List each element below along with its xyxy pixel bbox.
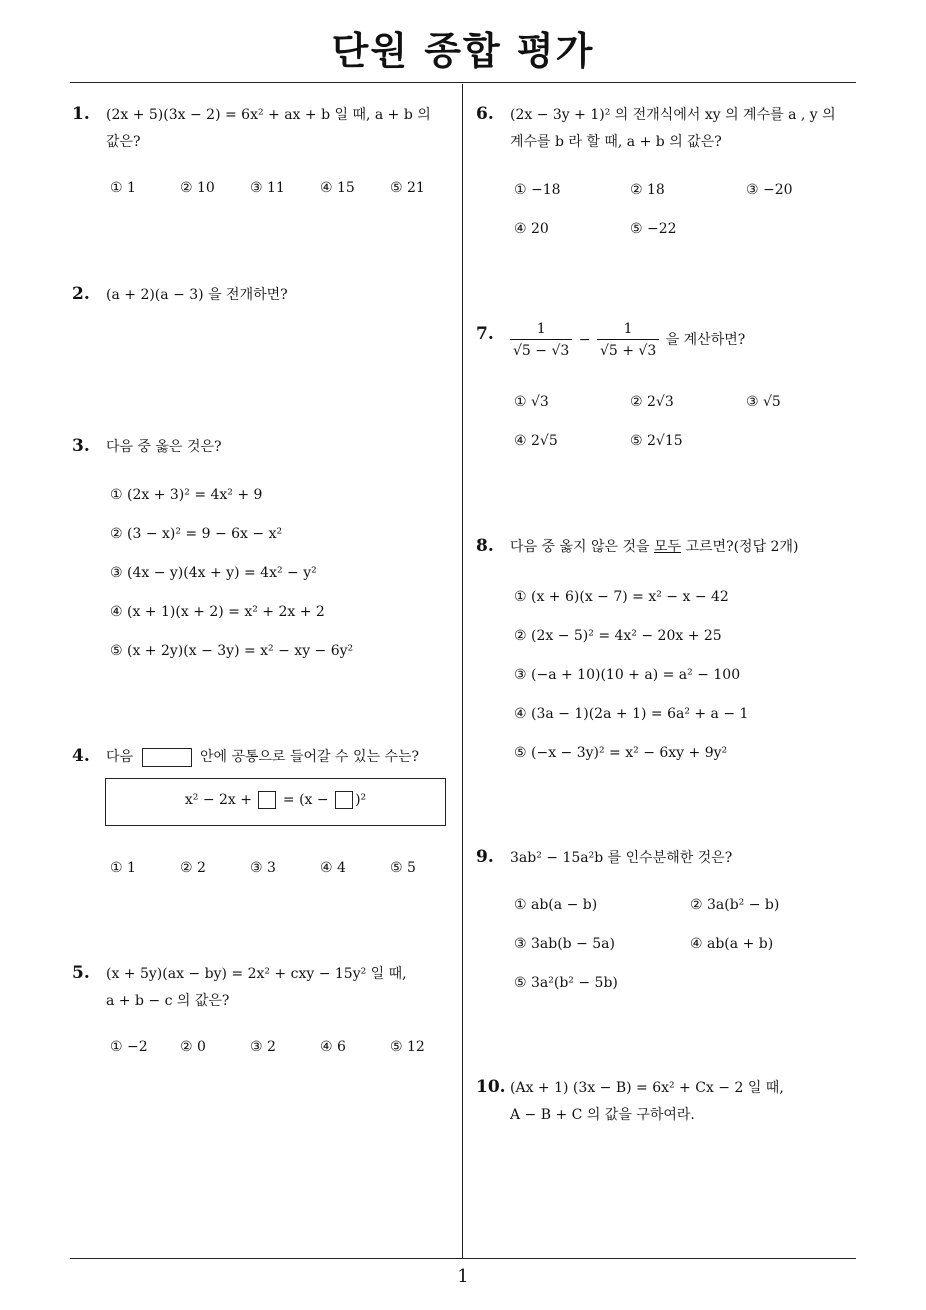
option-4[interactable]: ④ ab(a + b): [690, 936, 774, 952]
option-4[interactable]: ④ 2√5: [514, 433, 558, 449]
option-1[interactable]: ① (2x + 3)² = 4x² + 9: [110, 487, 263, 503]
option-4[interactable]: ④ 6: [320, 1039, 346, 1055]
question-number: 3.: [72, 436, 90, 456]
question-text-line2: 계수를 b 라 할 때, a + b 의 값은?: [510, 134, 722, 150]
question-text-line1: (2x − 3y + 1)² 의 전개식에서 xy 의 계수를 a , y 의: [510, 107, 836, 123]
option-4[interactable]: ④ (x + 1)(x + 2) = x² + 2x + 2: [110, 604, 325, 620]
question-text-line2: 값은?: [106, 134, 141, 150]
question-number: 7.: [476, 324, 494, 344]
question-number: 5.: [72, 963, 90, 983]
option-4[interactable]: ④ 15: [320, 180, 355, 196]
option-2[interactable]: ② 10: [180, 180, 215, 196]
option-2[interactable]: ② 2√3: [630, 394, 674, 410]
question-text: [106, 743, 419, 771]
question-number: 8.: [476, 536, 494, 556]
option-4[interactable]: ④ 20: [514, 221, 549, 237]
small-blank-box: [335, 791, 353, 809]
option-1[interactable]: ① 1: [110, 180, 136, 196]
option-2[interactable]: ② 2: [180, 860, 206, 876]
option-1[interactable]: ① (x + 6)(x − 7) = x² − x − 42: [514, 589, 729, 605]
option-3[interactable]: ③ 11: [250, 180, 285, 196]
option-2[interactable]: ② (3 − x)² = 9 − 6x − x²: [110, 526, 283, 542]
fraction-2: $\frac{1}{√5 + √3}$: [597, 320, 659, 360]
option-5[interactable]: ⑤ 3a²(b² − 5b): [514, 975, 618, 991]
option-5[interactable]: ⑤ 5: [390, 860, 416, 876]
question-number: 2.: [72, 284, 90, 304]
question-text-before: 다음: [106, 749, 134, 765]
question-text-after: 안에 공통으로 들어갈 수 있는 수는?: [199, 749, 420, 765]
question-text-line1: 3ab² − 15a²b 를 인수분해한 것은?: [510, 850, 733, 866]
option-4[interactable]: ④ (3a − 1)(2a + 1) = 6a² + a − 1: [514, 706, 749, 722]
option-3[interactable]: ③ (−a + 10)(10 + a) = a² − 100: [514, 667, 741, 683]
question-text-line1: (2x + 5)(3x − 2) = 6x² + ax + b 일 때, a + b 의: [106, 107, 431, 123]
question-text-line1: 다음 중 옳은 것은?: [106, 439, 222, 455]
question-number: 9.: [476, 847, 494, 867]
equation-part3: )²: [355, 792, 367, 808]
option-5[interactable]: ⑤ −22: [630, 221, 677, 237]
question-number: 4.: [72, 746, 90, 766]
question-text-line1: (x + 5y)(ax − by) = 2x² + cxy − 15y² 일 때,: [106, 966, 407, 982]
option-5[interactable]: ⑤ (−x − 3y)² = x² − 6xy + 9y²: [514, 745, 728, 761]
option-5[interactable]: ⑤ 21: [390, 180, 425, 196]
question-tail: 을 계산하면?: [665, 332, 746, 348]
question-number: 1.: [72, 104, 90, 124]
question-number: 10.: [476, 1077, 506, 1097]
equation-part2: = (x −: [282, 792, 329, 808]
question-text: [510, 533, 798, 561]
option-3[interactable]: ③ (4x − y)(4x + y) = 4x² − y²: [110, 565, 317, 581]
option-3[interactable]: ③ 2: [250, 1039, 276, 1055]
question-text-line2: a + b − c 의 값은?: [106, 993, 230, 1009]
option-2[interactable]: ② 18: [630, 182, 665, 198]
option-5[interactable]: ⑤ (x + 2y)(x − 3y) = x² − xy − 6y²: [110, 643, 354, 659]
option-2[interactable]: ② (2x − 5)² = 4x² − 20x + 25: [514, 628, 722, 644]
option-5[interactable]: ⑤ 12: [390, 1039, 425, 1055]
option-4[interactable]: ④ 4: [320, 860, 346, 876]
option-1[interactable]: ① ab(a − b): [514, 897, 598, 913]
question-text-line1: (a + 2)(a − 3) 을 전개하면?: [106, 287, 288, 303]
small-blank-box: [258, 791, 276, 809]
option-3[interactable]: ③ 3: [250, 860, 276, 876]
underlined-word: 모두: [653, 539, 682, 555]
page-number: 1: [457, 1266, 469, 1287]
bottom-rule: [70, 1258, 856, 1259]
equation-part1: x² − 2x +: [184, 792, 252, 808]
equation-box: [105, 778, 446, 826]
option-2[interactable]: ② 0: [180, 1039, 206, 1055]
question-text-after: 고르면?(정답 2개): [685, 539, 799, 555]
blank-box: [142, 748, 192, 767]
question-text-line2: A − B + C 의 값을 구하여라.: [510, 1107, 695, 1123]
option-2[interactable]: ② 3a(b² − b): [690, 897, 780, 913]
question-text: $\frac{1}{√5 - √3}$ − $\frac{1}{√5 + √3}$ 을 계산하면?: [508, 320, 745, 360]
column-divider: [462, 84, 463, 1258]
option-1[interactable]: ① −18: [514, 182, 561, 198]
option-5[interactable]: ⑤ 2√15: [630, 433, 683, 449]
option-3[interactable]: ③ −20: [746, 182, 793, 198]
option-3[interactable]: ③ 3ab(b − 5a): [514, 936, 615, 952]
option-1[interactable]: ① √3: [514, 394, 549, 410]
question-number: 6.: [476, 104, 494, 124]
fraction-1: $\frac{1}{√5 - √3}$: [510, 320, 572, 360]
option-3[interactable]: ③ √5: [746, 394, 781, 410]
option-1[interactable]: ① −2: [110, 1039, 148, 1055]
question-text-line1: (Ax + 1) (3x − B) = 6x² + Cx − 2 일 때,: [510, 1080, 784, 1096]
page-title: 단원 종합 평가: [331, 29, 595, 73]
top-rule: [70, 82, 856, 83]
question-text-before: 다음 중 옳지 않은 것을: [510, 539, 650, 555]
option-1[interactable]: ① 1: [110, 860, 136, 876]
